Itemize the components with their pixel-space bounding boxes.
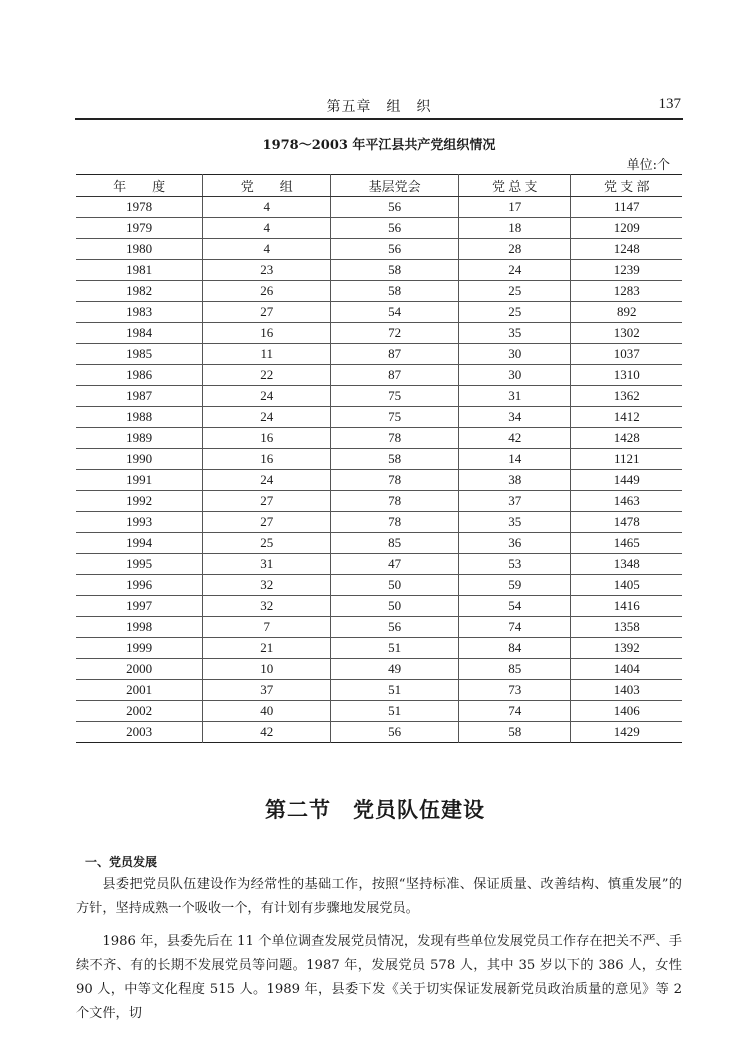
column-header: 党 组	[203, 175, 331, 197]
table-cell: 32	[203, 596, 331, 617]
table-cell: 1362	[571, 386, 682, 407]
party-organization-table	[76, 174, 682, 743]
table-row	[76, 302, 682, 323]
table-row	[76, 365, 682, 386]
table-cell: 54	[459, 596, 571, 617]
table-cell: 1998	[76, 617, 203, 638]
table-cell: 1147	[571, 197, 682, 218]
table-cell: 72	[331, 323, 459, 344]
table-cell: 56	[331, 617, 459, 638]
table-cell: 1465	[571, 533, 682, 554]
table-cell: 87	[331, 344, 459, 365]
table-cell: 14	[459, 449, 571, 470]
table-cell: 25	[459, 302, 571, 323]
table-cell: 38	[459, 470, 571, 491]
table-cell: 27	[203, 491, 331, 512]
table-cell: 51	[331, 701, 459, 722]
table-cell: 27	[203, 302, 331, 323]
table-cell: 53	[459, 554, 571, 575]
column-header: 党 总 支	[459, 175, 571, 197]
table-cell: 30	[459, 344, 571, 365]
table-cell: 1981	[76, 260, 203, 281]
table-cell: 75	[331, 386, 459, 407]
table-cell: 74	[459, 617, 571, 638]
table-row	[76, 701, 682, 722]
table-cell: 1412	[571, 407, 682, 428]
table-cell: 1990	[76, 449, 203, 470]
table-cell: 37	[203, 680, 331, 701]
table-cell: 1996	[76, 575, 203, 596]
table-row	[76, 239, 682, 260]
table-cell: 2003	[126, 724, 153, 739]
table-cell: 1037	[571, 344, 682, 365]
table-cell: 56	[331, 239, 459, 260]
table-cell: 1978	[76, 197, 203, 218]
table-cell: 28	[459, 239, 571, 260]
table-cell: 78	[331, 512, 459, 533]
table-cell: 2000	[76, 659, 203, 680]
table-cell: 18	[459, 218, 571, 239]
table-row	[76, 722, 682, 743]
table-row	[76, 659, 682, 680]
column-header: 党 支 部	[571, 175, 682, 197]
table-header-row	[76, 175, 682, 197]
table-cell: 1283	[571, 281, 682, 302]
table-cell: 1989	[76, 428, 203, 449]
table-cell: 56	[331, 197, 459, 218]
table-cell: 1478	[571, 512, 682, 533]
table-cell: 1999	[76, 638, 203, 659]
table-cell: 24	[203, 386, 331, 407]
table-cell: 16	[203, 323, 331, 344]
table-cell: 1979	[76, 218, 203, 239]
section-title: 第二节 党员队伍建设	[265, 798, 485, 822]
table-cell: 42	[203, 722, 331, 743]
table-cell: 58	[459, 722, 571, 743]
table-cell: 49	[331, 659, 459, 680]
table-cell: 1239	[571, 260, 682, 281]
table-cell: 30	[459, 365, 571, 386]
table-cell: 4	[203, 218, 331, 239]
table-cell: 34	[459, 407, 571, 428]
table-cell: 36	[459, 533, 571, 554]
table-cell: 1209	[571, 218, 682, 239]
table-cell: 21	[203, 638, 331, 659]
table-cell: 31	[203, 554, 331, 575]
table-cell: 1406	[571, 701, 682, 722]
column-header: 年 度	[76, 175, 203, 197]
table-cell: 26	[203, 281, 331, 302]
table-cell: 1986	[76, 365, 203, 386]
table-unit: 单位:个	[626, 158, 670, 173]
table-cell: 25	[459, 281, 571, 302]
table-cell: 1997	[76, 596, 203, 617]
table-cell: 1429	[571, 722, 682, 743]
table-row	[76, 197, 682, 218]
running-header	[75, 94, 683, 120]
table-cell: 1463	[571, 491, 682, 512]
table-cell: 58	[331, 281, 459, 302]
table-cell: 4	[203, 197, 331, 218]
table-row	[76, 260, 682, 281]
table-cell: 16	[203, 428, 331, 449]
table-cell: 17	[459, 197, 571, 218]
table-cell: 31	[459, 386, 571, 407]
table-cell: 50	[331, 575, 459, 596]
table-cell: 2002	[76, 701, 203, 722]
table-cell: 47	[331, 554, 459, 575]
table-cell: 1121	[571, 449, 682, 470]
table-cell: 1985	[76, 344, 203, 365]
table-cell: 84	[459, 638, 571, 659]
table-cell: 75	[331, 407, 459, 428]
table-cell: 1449	[571, 470, 682, 491]
table-cell: 58	[331, 260, 459, 281]
table-cell: 27	[203, 512, 331, 533]
table-cell: 74	[459, 701, 571, 722]
table-cell: 1987	[76, 386, 203, 407]
table-row	[76, 218, 682, 239]
table-cell: 1988	[76, 407, 203, 428]
table-cell: 85	[331, 533, 459, 554]
table-cell: 24	[203, 470, 331, 491]
table-cell: 78	[331, 428, 459, 449]
table-cell: 1358	[571, 617, 682, 638]
table-cell: 51	[331, 680, 459, 701]
table-cell: 22	[203, 365, 331, 386]
table-row	[76, 428, 682, 449]
table-row	[76, 323, 682, 344]
table-row	[76, 386, 682, 407]
table-cell: 1405	[571, 575, 682, 596]
table-cell: 1994	[76, 533, 203, 554]
table-cell: 4	[203, 239, 331, 260]
table-cell: 1984	[76, 323, 203, 344]
table-cell: 37	[459, 491, 571, 512]
table-cell: 73	[459, 680, 571, 701]
table-cell: 1992	[76, 491, 203, 512]
paragraph: 1986 年，县委先后在 11 个单位调查发展党员情况，发现有些单位发展党员工作存在把关不严、手续不齐、有的长期不发展党员等问题。1987 年，发展党员 578 人，其中 35 岁以下的 386 人，女性 90 人，中等文化程度 515 人。1989 年，县委下发《关于切实保证发展新党员政治质量的意见》等 2 个文件，切	[76, 934, 682, 1021]
table-cell: 1993	[76, 512, 203, 533]
table-cell: 1310	[571, 365, 682, 386]
table-row	[76, 680, 682, 701]
table-cell: 24	[459, 260, 571, 281]
table-cell: 51	[331, 638, 459, 659]
table-row	[76, 596, 682, 617]
table-cell: 1980	[76, 239, 203, 260]
table-cell: 24	[203, 407, 331, 428]
table-cell: 11	[203, 344, 331, 365]
table-cell: 50	[331, 596, 459, 617]
table-cell: 87	[331, 365, 459, 386]
table-row	[76, 554, 682, 575]
table-cell: 25	[203, 533, 331, 554]
column-header: 基层党会	[331, 175, 459, 197]
table-cell: 32	[203, 575, 331, 596]
table-cell: 892	[571, 302, 682, 323]
table-cell: 1428	[571, 428, 682, 449]
paragraph: 县委把党员队伍建设作为经常性的基础工作，按照“坚持标准、保证质量、改善结构、慎重发展”的方针，坚持成熟一个吸收一个，有计划有步骤地发展党员。	[76, 877, 682, 916]
table-cell: 1995	[76, 554, 203, 575]
table-cell: 1348	[571, 554, 682, 575]
table-cell: 1392	[571, 638, 682, 659]
table-cell: 1403	[571, 680, 682, 701]
table-cell: 1302	[571, 323, 682, 344]
table-cell: 16	[203, 449, 331, 470]
subsection-title: 一、党员发展	[85, 855, 158, 869]
table-row	[76, 407, 682, 428]
table-cell: 54	[331, 302, 459, 323]
table-cell: 40	[203, 701, 331, 722]
table-cell: 23	[203, 260, 331, 281]
table-title: 1978～2003 年平江县共产党组织情况	[262, 138, 496, 153]
table-row	[76, 617, 682, 638]
table-row	[76, 512, 682, 533]
table-cell: 1982	[76, 281, 203, 302]
table-cell: 78	[331, 491, 459, 512]
table-cell: 56	[331, 722, 459, 743]
chapter-title: 第五章 组 织	[326, 99, 432, 115]
table-row	[76, 470, 682, 491]
table-cell: 10	[203, 659, 331, 680]
table-cell: 42	[459, 428, 571, 449]
table-cell: 35	[459, 323, 571, 344]
table-row	[76, 638, 682, 659]
table-row	[76, 344, 682, 365]
table-cell: 56	[331, 218, 459, 239]
table-row	[76, 449, 682, 470]
table-cell: 35	[459, 512, 571, 533]
table-cell: 1991	[76, 470, 203, 491]
table-row	[76, 533, 682, 554]
table-cell: 7	[203, 617, 331, 638]
table-cell: 85	[459, 659, 571, 680]
table-cell: 1248	[571, 239, 682, 260]
table-cell: 58	[331, 449, 459, 470]
table-row	[76, 575, 682, 596]
page-number: 137	[658, 96, 681, 112]
table-row	[76, 491, 682, 512]
table-cell: 2001	[76, 680, 203, 701]
table-row	[76, 281, 682, 302]
table-cell: 1983	[76, 302, 203, 323]
table-cell: 1416	[571, 596, 682, 617]
table-cell: 59	[459, 575, 571, 596]
table-cell: 1404	[571, 659, 682, 680]
table-cell: 78	[331, 470, 459, 491]
